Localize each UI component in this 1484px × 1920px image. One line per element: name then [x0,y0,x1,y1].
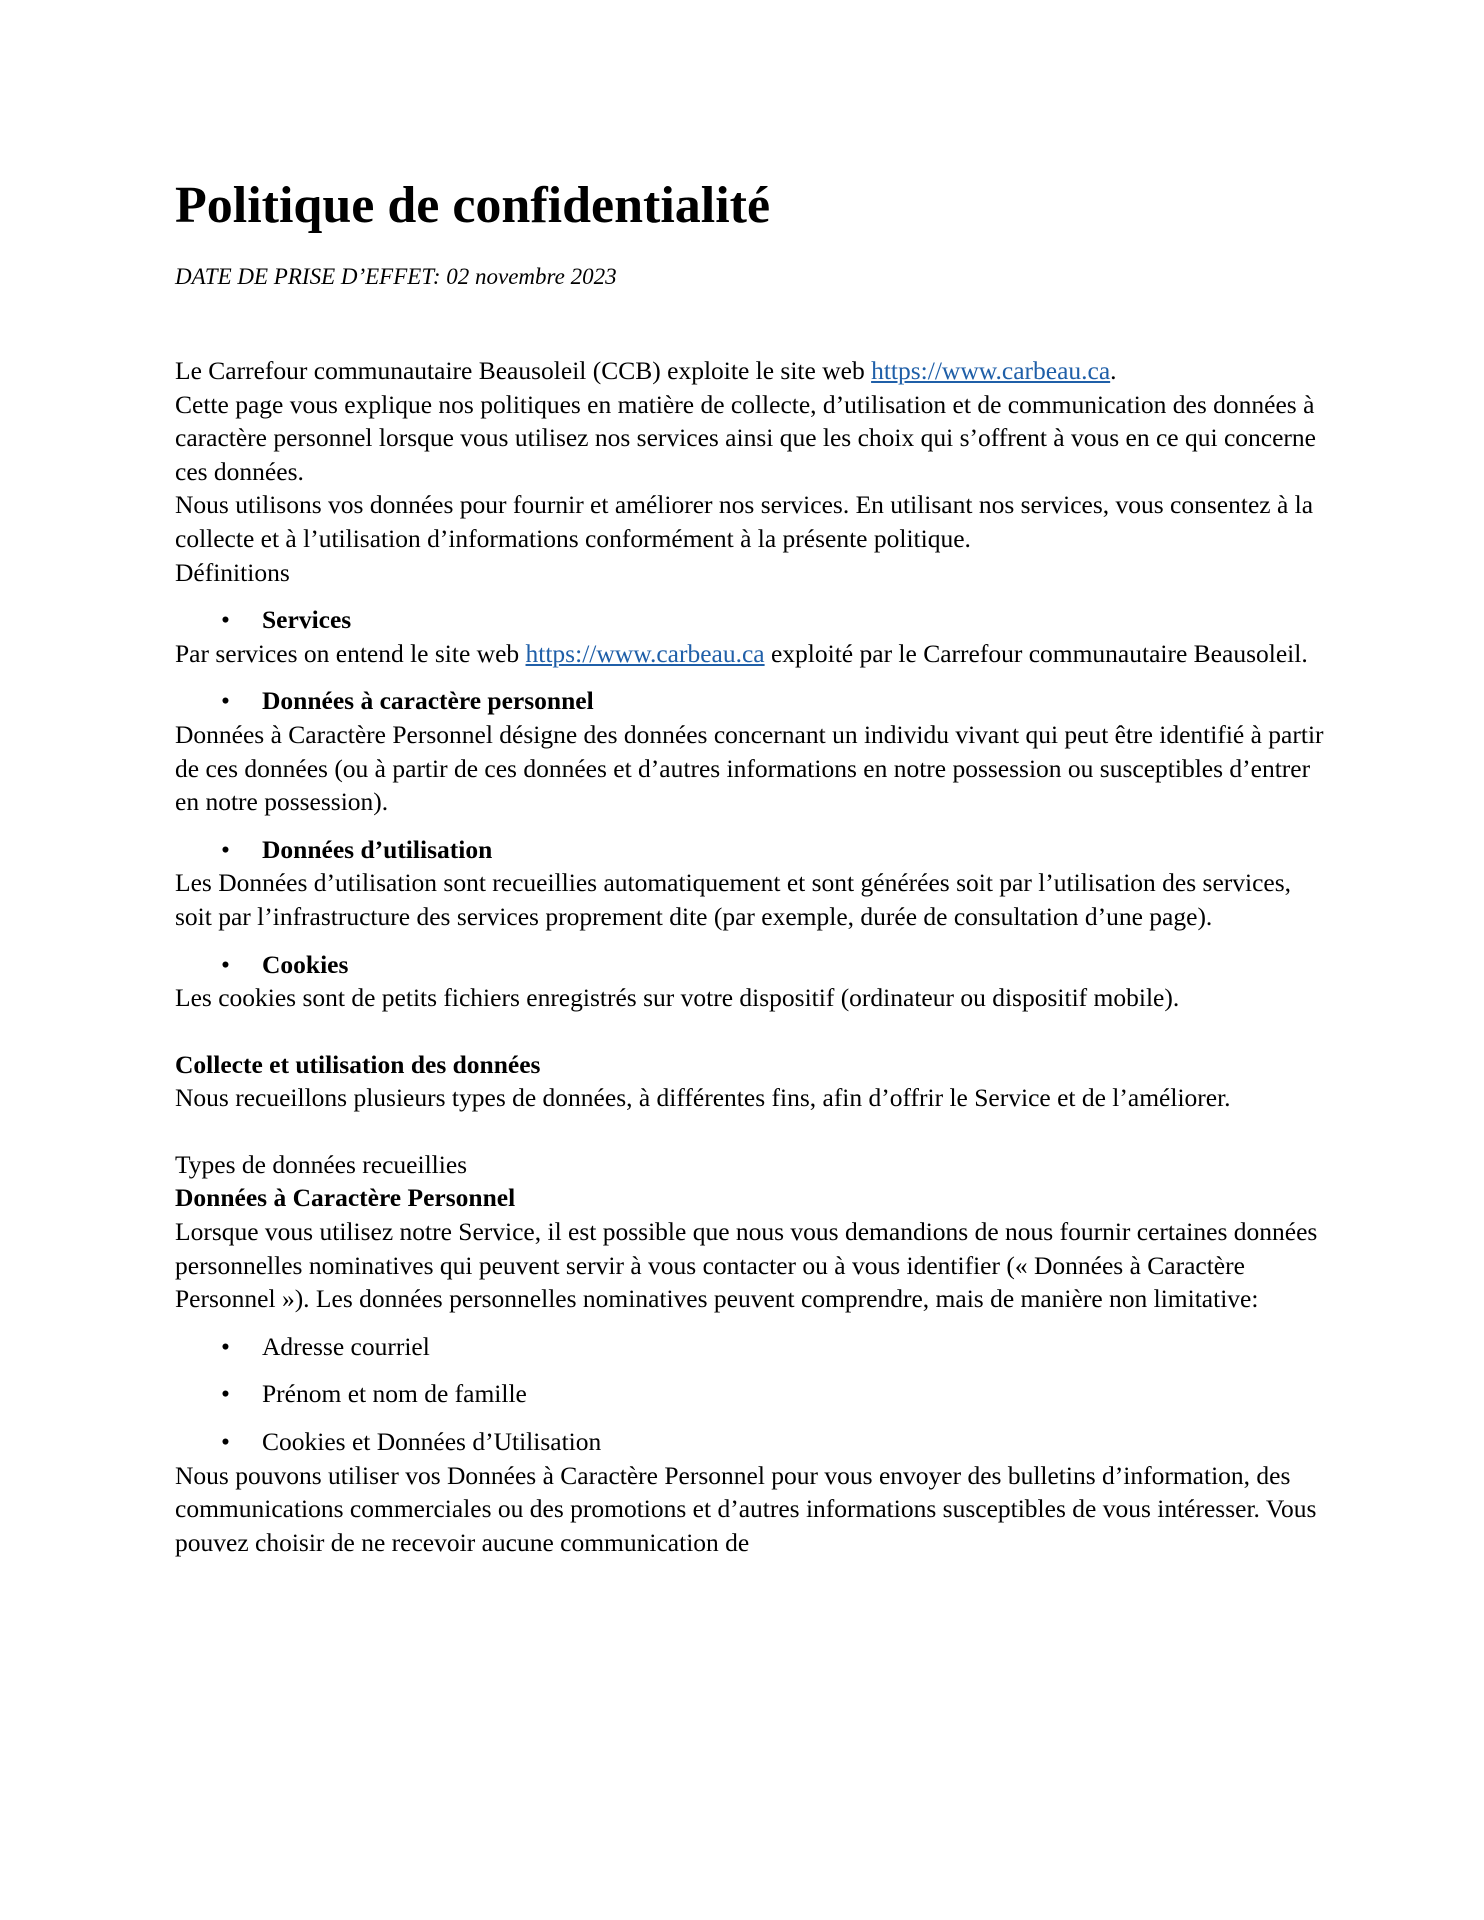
bullet-icon: • [221,1379,230,1409]
definitions-label: Définitions [175,557,290,587]
definition-term-services: • Services [175,603,1325,637]
bullet-icon: • [221,605,230,635]
types-text: Lorsque vous utilisez notre Service, il est possible que nous vous demandions de nous fournir certaines données personnelles nominatives qui peuvent servir à vous contacter ou à vous identifier (« Données à Caractère Personnel »). Les données personnelles nominatives peuvent comprendre, mais de manière non limitative: [175,1217,1318,1314]
effective-date: DATE DE PRISE D’EFFET: 02 novembre 2023 [175,264,617,289]
definition-desc-cookies: Les cookies sont de petits fichiers enregistrés sur votre dispositif (ordinateur ou dispositif mobile). [175,983,1180,1013]
bullet-icon: • [221,1331,230,1361]
types-closing-text: Nous pouvons utiliser vos Données à Caractère Personnel pour vous envoyer des bulletins d’information, des communications commerciales ou des promotions et d’autres informations susceptibles de vous intéresser. Vous pouvez choisir de ne recevoir aucune communication de [175,1460,1317,1557]
definition-term-cookies: • Cookies [175,948,1325,982]
intro-section [175,354,1325,589]
definition-term-personal-data: • Données à caractère personnel [175,684,1325,718]
collection-text: Nous recueillons plusieurs types de données, à différentes fins, afin d’offrir le Service et de l’améliorer. [175,1083,1231,1113]
list-item: • Prénom et nom de famille [175,1377,1325,1411]
bullet-icon: • [221,686,230,716]
types-section [175,1148,1325,1560]
intro-text-before-link: Le Carrefour communautaire Beausoleil (CCB) exploite le site web [175,356,872,385]
types-subheading: Données à Caractère Personnel [175,1183,516,1213]
types-label: Types de données recueillies [175,1149,468,1179]
collection-section [175,1048,1325,1115]
bullet-icon: • [221,1427,230,1457]
bullet-icon: • [221,834,230,864]
collection-heading: Collecte et utilisation des données [175,1049,541,1079]
definition-term-usage-data: • Données d’utilisation [175,833,1325,867]
definition-desc-personal-data: Données à Caractère Personnel désigne des données concernant un individu vivant qui peut être identifié à partir de ces données (ou à partir de ces données et d’autres informations en notre possession ou susceptibles d’entrer en notre possession). [175,719,1324,817]
list-item: • Adresse courriel [175,1330,1325,1364]
intro-paragraph-2: Cette page vous explique nos politiques en matière de collecte, d’utilisation et de communication des données à caractère personnel lorsque vous utilisez nos services ainsi que les choix qui s’offrent à vous en ce qui concerne ces données. [175,389,1316,486]
list-item: • Cookies et Données d’Utilisation [175,1425,1325,1459]
intro-text-after-link: . [1110,356,1117,385]
services-website-link[interactable]: https://www.carbeau.ca [525,638,765,668]
definition-desc-services: Par services on entend le site web https://www.carbeau.ca exploité par le Carrefour communautaire Beausoleil. [175,638,1308,668]
intro-paragraph-1 [175,354,1325,388]
document-page [175,172,1325,1559]
bullet-icon: • [221,949,230,979]
definition-desc-usage-data: Les Données d’utilisation sont recueillies automatiquement et sont générées soit par l’utilisation des services, soit par l’infrastructure des services proprement dite (par exemple, durée de consultation d’une page). [175,868,1292,931]
definitions-section [175,603,1325,1015]
intro-paragraph-3: Nous utilisons vos données pour fournir et améliorer nos services. En utilisant nos services, vous consentez à la collecte et à l’utilisation d’informations conformément à la présente politique. [175,490,1314,553]
website-link[interactable]: https://www.carbeau.ca [871,356,1111,385]
page-title: Politique de confidentialité [175,177,771,234]
personal-data-list [175,1330,1325,1459]
